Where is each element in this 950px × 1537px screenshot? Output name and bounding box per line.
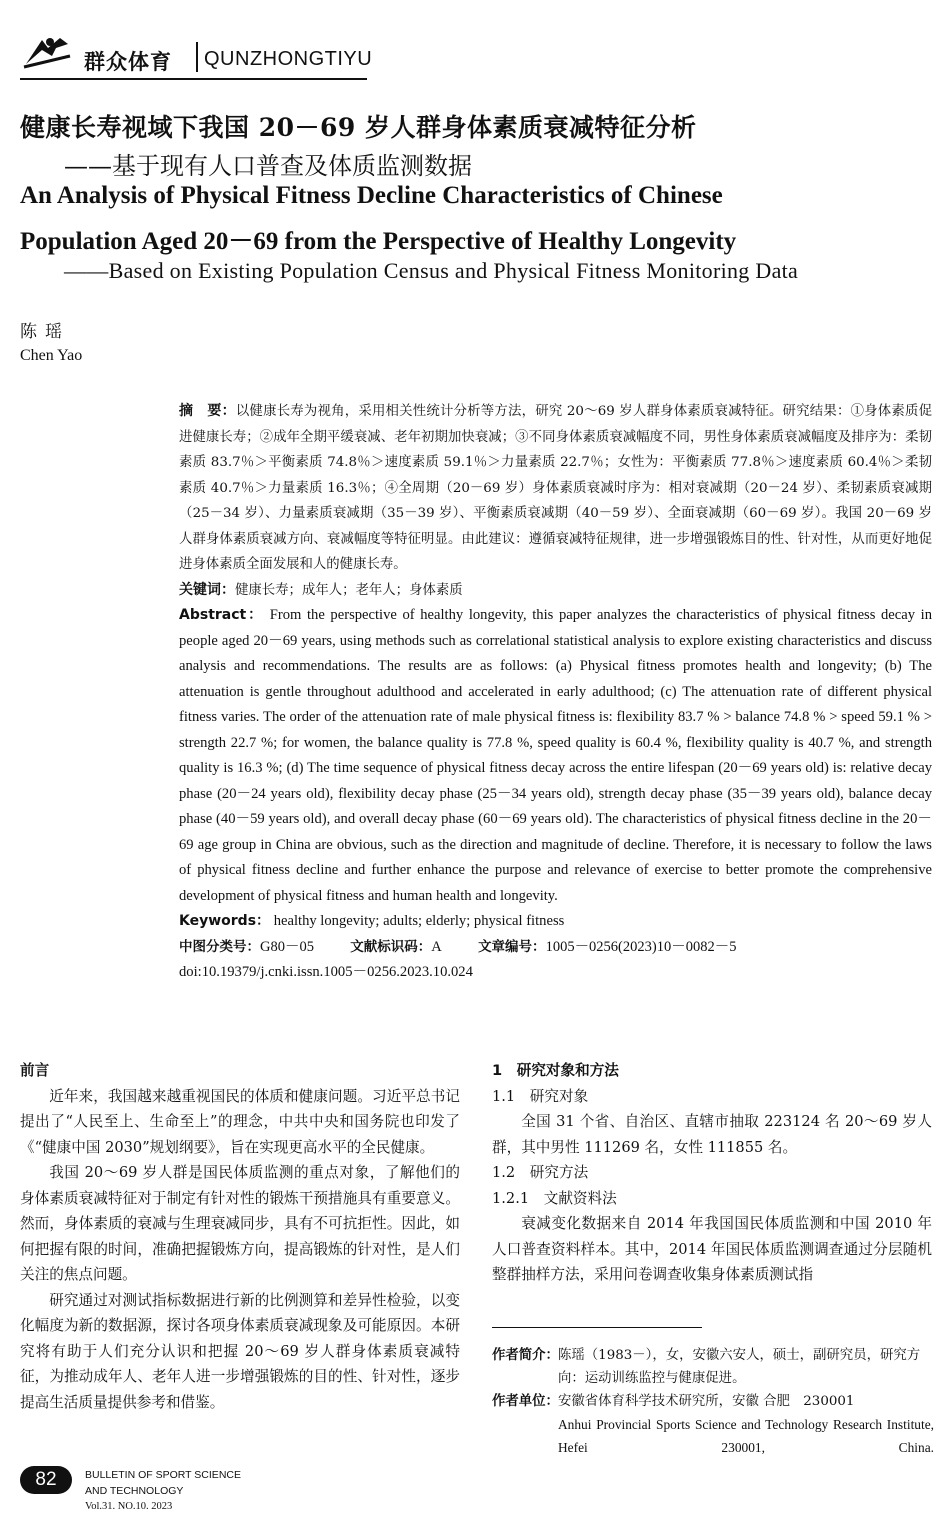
author-unit-row (492, 1390, 934, 1459)
journal-logo-icon (22, 34, 72, 70)
article-no-label: 文章编号： (478, 938, 546, 955)
journal-name-line1: BULLETIN OF SPORT SCIENCE (85, 1469, 241, 1481)
article-subtitle-cn: ——基于现有人口普查及体质监测数据 (64, 152, 472, 180)
footnote-rule (492, 1327, 702, 1328)
clc-value: G80－05 (260, 938, 314, 955)
journal-name-line2: AND TECHNOLOGY (85, 1485, 184, 1497)
keywords-en (179, 909, 932, 935)
clc-label: 中图分类号： (179, 938, 260, 955)
body-right-column (492, 1058, 932, 1288)
section-heading-1: 1 研究对象和方法 (492, 1062, 619, 1079)
classification-line (179, 935, 932, 961)
section-heading-1-2-1: 1.2.1 文献资料法 (492, 1189, 617, 1207)
section-heading-intro: 前言 (20, 1062, 50, 1079)
keywords-cn (179, 578, 932, 604)
abstract-cn-text: 以健康长寿为视角，采用相关性统计分析等方法，研究 20～69 岁人群身体素质衰减特征。研究结果：①身体素质促进健康长寿；②成年全期平缓衰减、老年初期加快衰减；③不同身体素质衰减幅度不同，男性身体素质衰减幅度及排序为：柔韧素质 83.7％＞平衡素质 74.8％＞速度素质 59.1％＞力量素质 22.7％；女性为：平衡素质 77.8％＞速度素质 60.4％＞柔韧素质 40.7％＞力量素质 16.3％；④全周期（20－69 岁）身体素质衰减时序为：相对衰减期（20－24 岁）、柔韧素质衰减期（25－34 岁）、力量素质衰减期（35－39 岁）、平衡素质衰减期（40－59 岁）、全面衰减期（60－69 岁）。我国 20－69 岁人群身体素质衰减方向、衰减幅度等特征明显。由此建议：遵循衰减特征规律，进一步增强锻炼目的性、针对性，从而更好地促进身体素质全面发展和人的健康长寿。 (179, 404, 933, 572)
article-subtitle-en: ——Based on Existing Population Census and Physical Fitness Monitoring Data (64, 258, 799, 283)
abstract-en-text: From the perspective of healthy longevity, this paper analyzes the characteristics of physical fitness decay in people aged 20－69 years, using methods such as correlational statistical analysis to explore existing characteristics and discuss analysis and recommendations. The results are as follows: (a) Physical fitness promotes health and longevity; (b) The attenuation is gentle throughout adulthood and accelerated in early adulthood; (c) The attenuation rate of different physical fitness varies. The order of the attenuation rate of male physical fitness is: flexibility 83.7 % > balance 74.8 % > speed 59.1 % > strength 22.7 %; for women, the balance quality is 77.8 %, speed quality is 60.4 %, flexibility quality is 40.7 %, and strength quality is 16.3 %; (d) The time sequence of physical fitness decay across the entire lifespan (20－69 years old) is: relative decay phase (20－24 years old), flexibility decay phase (25－34 years old), strength decay phase (35－39 years old), balance decay phase (40－59 years old), and overall decay phase (60－69 years old). The characteristics of physical fitness decline in the 20－69 age group in China are obvious, such as the direction and magnitude of decline. Therefore, it is necessary to follow the laws of physical fitness decline and further enhance the purpose and relevance of exercise to better promote the comprehensive development of physical fitness and human health and longevity. (179, 607, 932, 904)
author-unit-cn: 安徽省体育科学技术研究所，安徽 合肥 230001 (558, 1394, 855, 1409)
author-bio-row (492, 1344, 934, 1390)
masthead-divider (196, 42, 198, 72)
author-bio-text: 陈瑶（1983－），女，安徽六安人，硕士，副研究员，研究方向：运动训练监控与健康促进。 (558, 1348, 921, 1386)
abstract-en-label: Abstract： (179, 607, 265, 623)
section-heading-1-2: 1.2 研究方法 (492, 1164, 589, 1181)
keywords-en-text: healthy longevity; adults; elderly; physical fitness (273, 913, 565, 929)
page-number-badge: 82 (20, 1466, 72, 1494)
keywords-cn-text: 健康长寿；成年人；老年人；身体素质 (235, 582, 463, 598)
abstract-cn (179, 399, 932, 578)
body-left-column (20, 1058, 460, 1415)
author-bio-label: 作者简介： (492, 1348, 559, 1363)
masthead-title-en: QUNZHONGTIYU (204, 48, 373, 70)
article-title-en-line2: Population Aged 20－69 from the Perspective of Healthy Longevity (20, 228, 737, 255)
intro-paragraph-2: 我国 20～69 岁人群是国民体质监测的重点对象，了解他们的身体素质衰减特征对于制定有针对性的锻炼干预措施具有重要意义。然而，身体素质的衰减与生理衰减同步，具有不可抗拒性。因此，如何把握有限的时间，准确把握锻炼方向，提高锻炼的针对性，是人们关注的焦点问题。 (20, 1164, 460, 1283)
section-1-1-text: 全国 31 个省、自治区、直辖市抽取 223124 名 20～69 岁人群，其中男性 111269 名，女性 111855 名。 (492, 1113, 932, 1156)
section-1-2-1-text: 衰减变化数据来自 2014 年我国国民体质监测和中国 2010 年人口普查资料样本。其中，2014 年国民体质监测调查通过分层随机整群抽样方法，采用问卷调查收集身体素质测试指 (492, 1215, 932, 1283)
keywords-cn-label: 关键词： (179, 581, 235, 598)
journal-volume: Vol.31. NO.10. 2023 (85, 1501, 173, 1512)
author-name-cn: 陈瑶 (20, 322, 70, 342)
abstract-cn-label: 摘 要： (179, 403, 236, 419)
masthead-rule (20, 78, 367, 80)
author-notes (492, 1344, 934, 1459)
article-no-value: 1005－0256(2023)10－0082－5 (545, 938, 737, 955)
keywords-en-label: Keywords： (179, 913, 271, 929)
section-heading-1-1: 1.1 研究对象 (492, 1087, 589, 1105)
author-name-en: Chen Yao (20, 347, 83, 364)
masthead-title-cn: 群众体育 (84, 50, 172, 74)
article-title-cn: 健康长寿视域下我国 20－69 岁人群身体素质衰减特征分析 (20, 113, 697, 142)
doc-code-label: 文献标识码： (350, 938, 432, 955)
author-unit-en: Anhui Provincial Sports Science and Technology Research Institute, Hefei 230001, China. (558, 1417, 934, 1455)
doc-code-value: A (431, 938, 442, 955)
abstract-en (179, 603, 932, 909)
intro-paragraph-3: 研究通过对测试指标数据进行新的比例测算和差异性检验，以变化幅度为新的数据源，探讨各项身体素质衰减现象及可能原因。本研究将有助于人们充分认识和把握 20～69 岁人群身体素质衰减特征，为推动成年人、老年人进一步增强锻炼的目的性、针对性，逐步提高生活质量提供参考和借鉴。 (20, 1291, 460, 1411)
intro-paragraph-1: 近年来，我国越来越重视国民的体质和健康问题。习近平总书记提出了“人民至上、生命至上”的理念，中共中央和国务院也印发了《“健康中国 2030”规划纲要》，旨在实现更高水平的全民健康。 (20, 1087, 460, 1156)
author-unit-label: 作者单位： (492, 1394, 559, 1409)
doi-line: doi:10.19379/j.cnki.issn.1005－0256.2023.10.024 (179, 964, 473, 980)
abstract-block (179, 399, 932, 986)
journal-footer (85, 1467, 241, 1515)
article-title-en-line1: An Analysis of Physical Fitness Decline Characteristics of Chinese (20, 182, 723, 209)
